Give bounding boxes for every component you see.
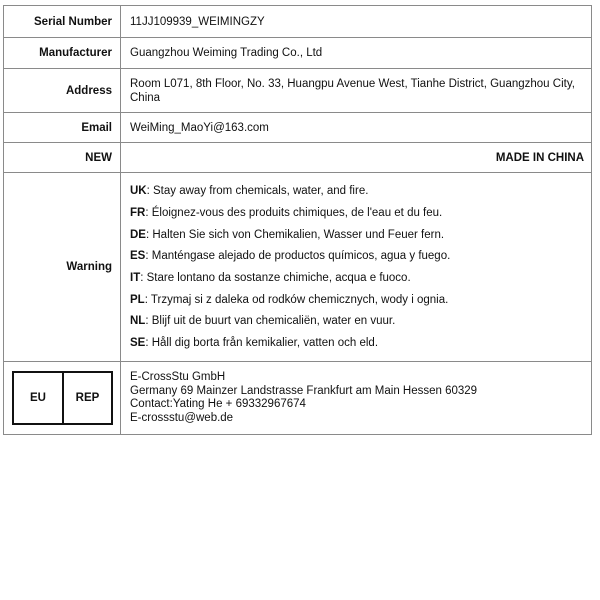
eu-badge-text: EU: [14, 373, 64, 423]
warning-text: : Stare lontano da sostanze chimiche, acqua e fuoco.: [140, 272, 411, 284]
warning-text: : Manténgase alejado de productos químicos, agua y fuego.: [145, 250, 451, 263]
warning-text: : Håll dig borta från kemikalier, vatten och eld.: [145, 337, 379, 350]
eu-rep-details: [121, 362, 591, 434]
address-row: [4, 69, 591, 113]
warning-code: DE: [130, 228, 146, 241]
warning-line-fr: [130, 203, 442, 225]
new-row: [4, 143, 591, 173]
address-label: Address: [4, 69, 121, 112]
manufacturer-value: Guangzhou Weiming Trading Co., Ltd: [130, 47, 323, 59]
warning-code: FR: [130, 206, 146, 219]
eu-rep-company: E-CrossStu GmbH: [130, 371, 226, 383]
serial-number-label: Serial Number: [4, 6, 121, 37]
manufacturer-label: Manufacturer: [4, 38, 121, 68]
warning-label: Warning: [4, 173, 121, 361]
warning-code: NL: [130, 315, 146, 328]
serial-number-row: [4, 6, 591, 38]
email-value: WeiMing_MaoYi@163.com: [130, 121, 269, 134]
warning-row: [4, 173, 591, 362]
eu-rep-address: Germany 69 Mainzer Landstrasse Frankfurt am Main Hessen 60329: [130, 384, 478, 397]
warning-line-it: [130, 268, 411, 290]
manufacturer-row: [4, 38, 591, 69]
address-value: Room L071, 8th Floor, No. 33, Huangpu Avenue West, Tianhe District, Guangzhou City, China: [130, 77, 575, 104]
warning-line-uk: [130, 181, 368, 203]
warning-code: PL: [130, 293, 145, 306]
warning-line-nl: [130, 311, 395, 333]
warning-text: : Stay away from chemicals, water, and fire.: [146, 185, 369, 198]
eu-rep-contact: Contact:Yating He + 69332967674: [130, 398, 306, 410]
eu-rep-badge: [12, 371, 113, 425]
eu-rep-badge-cell: [4, 362, 121, 434]
eu-rep-row: [4, 362, 591, 434]
eu-rep-email: E-crossstu@web.de: [130, 411, 234, 424]
warning-code: ES: [130, 250, 146, 263]
warning-text: : Halten Sie sich von Chemikalien, Wasser und Feuer fern.: [145, 228, 445, 241]
warning-code: SE: [130, 337, 146, 350]
warning-text: : Trzymaj si z daleka od rodków chemicznych, wody i ognia.: [144, 293, 449, 306]
product-label-table: [3, 5, 592, 435]
warning-list: [121, 173, 591, 361]
warning-code: IT: [130, 272, 141, 284]
warning-line-pl: [130, 290, 448, 312]
email-row: [4, 113, 591, 143]
warning-code: UK: [130, 185, 147, 198]
warning-text: : Éloignez-vous des produits chimiques, de l'eau et du feu.: [145, 206, 443, 219]
warning-line-de: [130, 225, 444, 247]
warning-line-se: [130, 333, 378, 355]
warning-text: : Blijf uit de buurt van chemicaliën, water en vuur.: [145, 315, 396, 328]
email-label: Email: [4, 113, 121, 142]
new-label: NEW: [4, 143, 121, 172]
serial-number-value: 11JJ109939_WEIMINGZY: [130, 15, 265, 28]
rep-badge-text: REP: [75, 392, 100, 404]
made-in-value: MADE IN CHINA: [495, 151, 584, 164]
warning-line-es: [130, 246, 450, 268]
